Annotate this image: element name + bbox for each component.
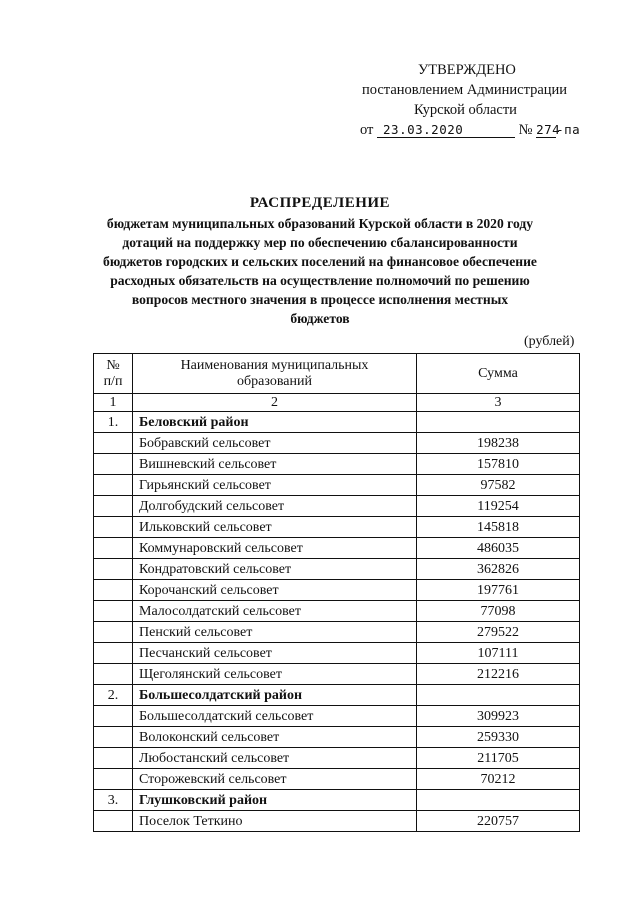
header-name [133, 354, 417, 394]
row-number [94, 454, 133, 475]
title-main: РАСПРЕДЕЛЕНИЕ [249, 195, 391, 211]
row-number [94, 706, 133, 727]
row-amount: 197761 [417, 580, 580, 601]
row-name: Корочанский сельсовет [133, 580, 417, 601]
region-row [94, 790, 580, 811]
row-number [94, 748, 133, 769]
row-name: Поселок Теткино [133, 811, 417, 832]
row-amount: 279522 [417, 622, 580, 643]
title-line: расходных обязательств на осуществление полномочий по решению [110, 273, 530, 288]
row-amount: 259330 [417, 727, 580, 748]
row-amount: 198238 [417, 433, 580, 454]
approval-date-line [360, 120, 600, 140]
table-header-row [94, 354, 580, 394]
table-row [94, 496, 580, 517]
title-subtitle [60, 214, 580, 328]
row-name: Большесолдатский район [133, 685, 417, 706]
row-amount [417, 412, 580, 433]
row-name: Малосолдатский сельсовет [133, 601, 417, 622]
row-number [94, 538, 133, 559]
header-amount: Сумма [417, 354, 580, 394]
row-name: Волоконский сельсовет [133, 727, 417, 748]
row-amount: 220757 [417, 811, 580, 832]
table-row [94, 748, 580, 769]
title-line: бюджетов городских и сельских поселений на финансовое обеспечение [103, 254, 537, 269]
row-amount: 70212 [417, 769, 580, 790]
table-row [94, 601, 580, 622]
table-row [94, 643, 580, 664]
row-amount: 486035 [417, 538, 580, 559]
row-name: Коммунаровский сельсовет [133, 538, 417, 559]
approval-number: 274 [536, 122, 561, 137]
row-name: Вишневский сельсовет [133, 454, 417, 475]
title-line: дотаций на поддержку мер по обеспечению сбалансированности [122, 235, 518, 250]
table-index-row [94, 394, 580, 412]
row-name: Большесолдатский сельсовет [133, 706, 417, 727]
row-name: Ильковский сельсовет [133, 517, 417, 538]
row-name: Глушковский район [133, 790, 417, 811]
row-name: Гирьянский сельсовет [133, 475, 417, 496]
row-number [94, 622, 133, 643]
row-name: Кондратовский сельсовет [133, 559, 417, 580]
table-row [94, 706, 580, 727]
index-cell: 3 [417, 394, 580, 412]
row-name: Беловский район [133, 412, 417, 433]
row-number: 2. [94, 685, 133, 706]
approval-date: 23.03.2020 [377, 122, 515, 138]
row-name: Пенский сельсовет [133, 622, 417, 643]
row-amount: 211705 [417, 748, 580, 769]
row-number [94, 580, 133, 601]
approval-authority: постановлением Администрации [362, 82, 568, 98]
approval-number-suffix: -па [556, 122, 581, 137]
row-number [94, 559, 133, 580]
row-name: Щеголянский сельсовет [133, 664, 417, 685]
table-row [94, 454, 580, 475]
row-name: Долгобудский сельсовет [133, 496, 417, 517]
title-line: бюджетам муниципальных образований Курской области в 2020 году [106, 216, 534, 231]
table-row [94, 433, 580, 454]
table-row [94, 769, 580, 790]
table-row [94, 580, 580, 601]
currency-unit: (рублей) [524, 334, 575, 349]
distribution-table [93, 353, 580, 832]
row-amount: 107111 [417, 643, 580, 664]
date-prefix: от [360, 122, 374, 138]
row-number: 3. [94, 790, 133, 811]
row-amount: 157810 [417, 454, 580, 475]
row-amount: 309923 [417, 706, 580, 727]
title-line: вопросов местного значения в процессе исполнения местных [131, 292, 509, 307]
row-amount: 362826 [417, 559, 580, 580]
row-name: Песчанский сельсовет [133, 643, 417, 664]
row-amount: 145818 [417, 517, 580, 538]
row-amount: 97582 [417, 475, 580, 496]
row-name: Бобравский сельсовет [133, 433, 417, 454]
header-number-line2: п/п [103, 373, 123, 389]
approval-region: Курской области [414, 102, 517, 118]
approval-heading: УТВЕРЖДЕНО [418, 62, 516, 78]
header-name-line1: Наименования муниципальных [180, 357, 369, 373]
header-name-line2: образований [237, 373, 312, 389]
table-row [94, 538, 580, 559]
table-row [94, 475, 580, 496]
row-amount: 119254 [417, 496, 580, 517]
row-number [94, 601, 133, 622]
document-title [60, 193, 580, 328]
row-number [94, 727, 133, 748]
row-name: Любостанский сельсовет [133, 748, 417, 769]
row-number: 1. [94, 412, 133, 433]
row-name: Сторожевский сельсовет [133, 769, 417, 790]
row-number [94, 433, 133, 454]
row-amount [417, 790, 580, 811]
row-number [94, 811, 133, 832]
index-cell: 1 [94, 394, 133, 412]
table-row [94, 811, 580, 832]
table-row [94, 622, 580, 643]
table-row [94, 517, 580, 538]
table-row [94, 664, 580, 685]
row-number [94, 769, 133, 790]
number-prefix: № [518, 122, 533, 138]
approval-block [360, 60, 600, 140]
region-row [94, 412, 580, 433]
region-row [94, 685, 580, 706]
row-amount: 212216 [417, 664, 580, 685]
header-number [94, 354, 133, 394]
row-amount [417, 685, 580, 706]
row-number [94, 517, 133, 538]
row-number [94, 664, 133, 685]
row-amount: 77098 [417, 601, 580, 622]
row-number [94, 475, 133, 496]
row-number [94, 496, 133, 517]
index-cell: 2 [133, 394, 417, 412]
row-number [94, 643, 133, 664]
title-line: бюджетов [290, 311, 350, 326]
header-number-line1: № [106, 357, 120, 373]
table-row [94, 559, 580, 580]
table-row [94, 727, 580, 748]
